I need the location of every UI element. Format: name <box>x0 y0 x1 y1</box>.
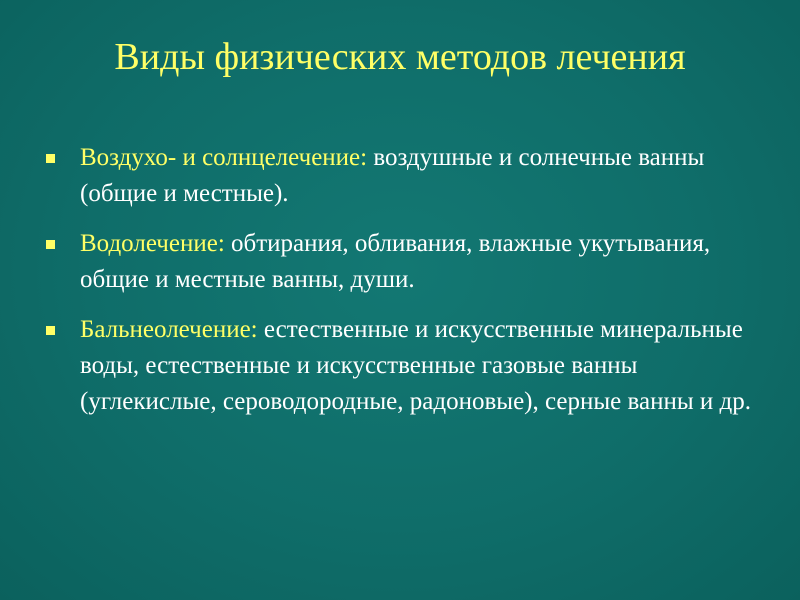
bullet-item-balneotherapy <box>40 312 760 420</box>
square-bullet-icon <box>46 154 55 163</box>
bullet-text: воздушные и солнечные ванны (общие и местные). <box>80 144 705 207</box>
bullet-text: обтирания, обливания, влажные укутывания, общие и местные ванны, души. <box>80 230 711 293</box>
bullet-term: Водолечение: <box>80 230 225 257</box>
square-bullet-icon <box>46 326 55 335</box>
bullet-text: естественные и искусственные минеральные воды, естественные и искусственные газовые ванны (углекислые, сероводородные, радоновые), серные ванны и др. <box>80 316 751 415</box>
slide-title: Виды физических методов лечения <box>114 36 686 78</box>
bullet-list <box>40 140 760 434</box>
bullet-term: Бальнеолечение: <box>80 316 258 343</box>
square-bullet-icon <box>46 240 55 249</box>
bullet-item-air-sun <box>40 140 760 212</box>
bullet-term: Воздухо- и солнцелечение: <box>80 144 368 171</box>
bullet-item-hydrotherapy <box>40 226 760 298</box>
